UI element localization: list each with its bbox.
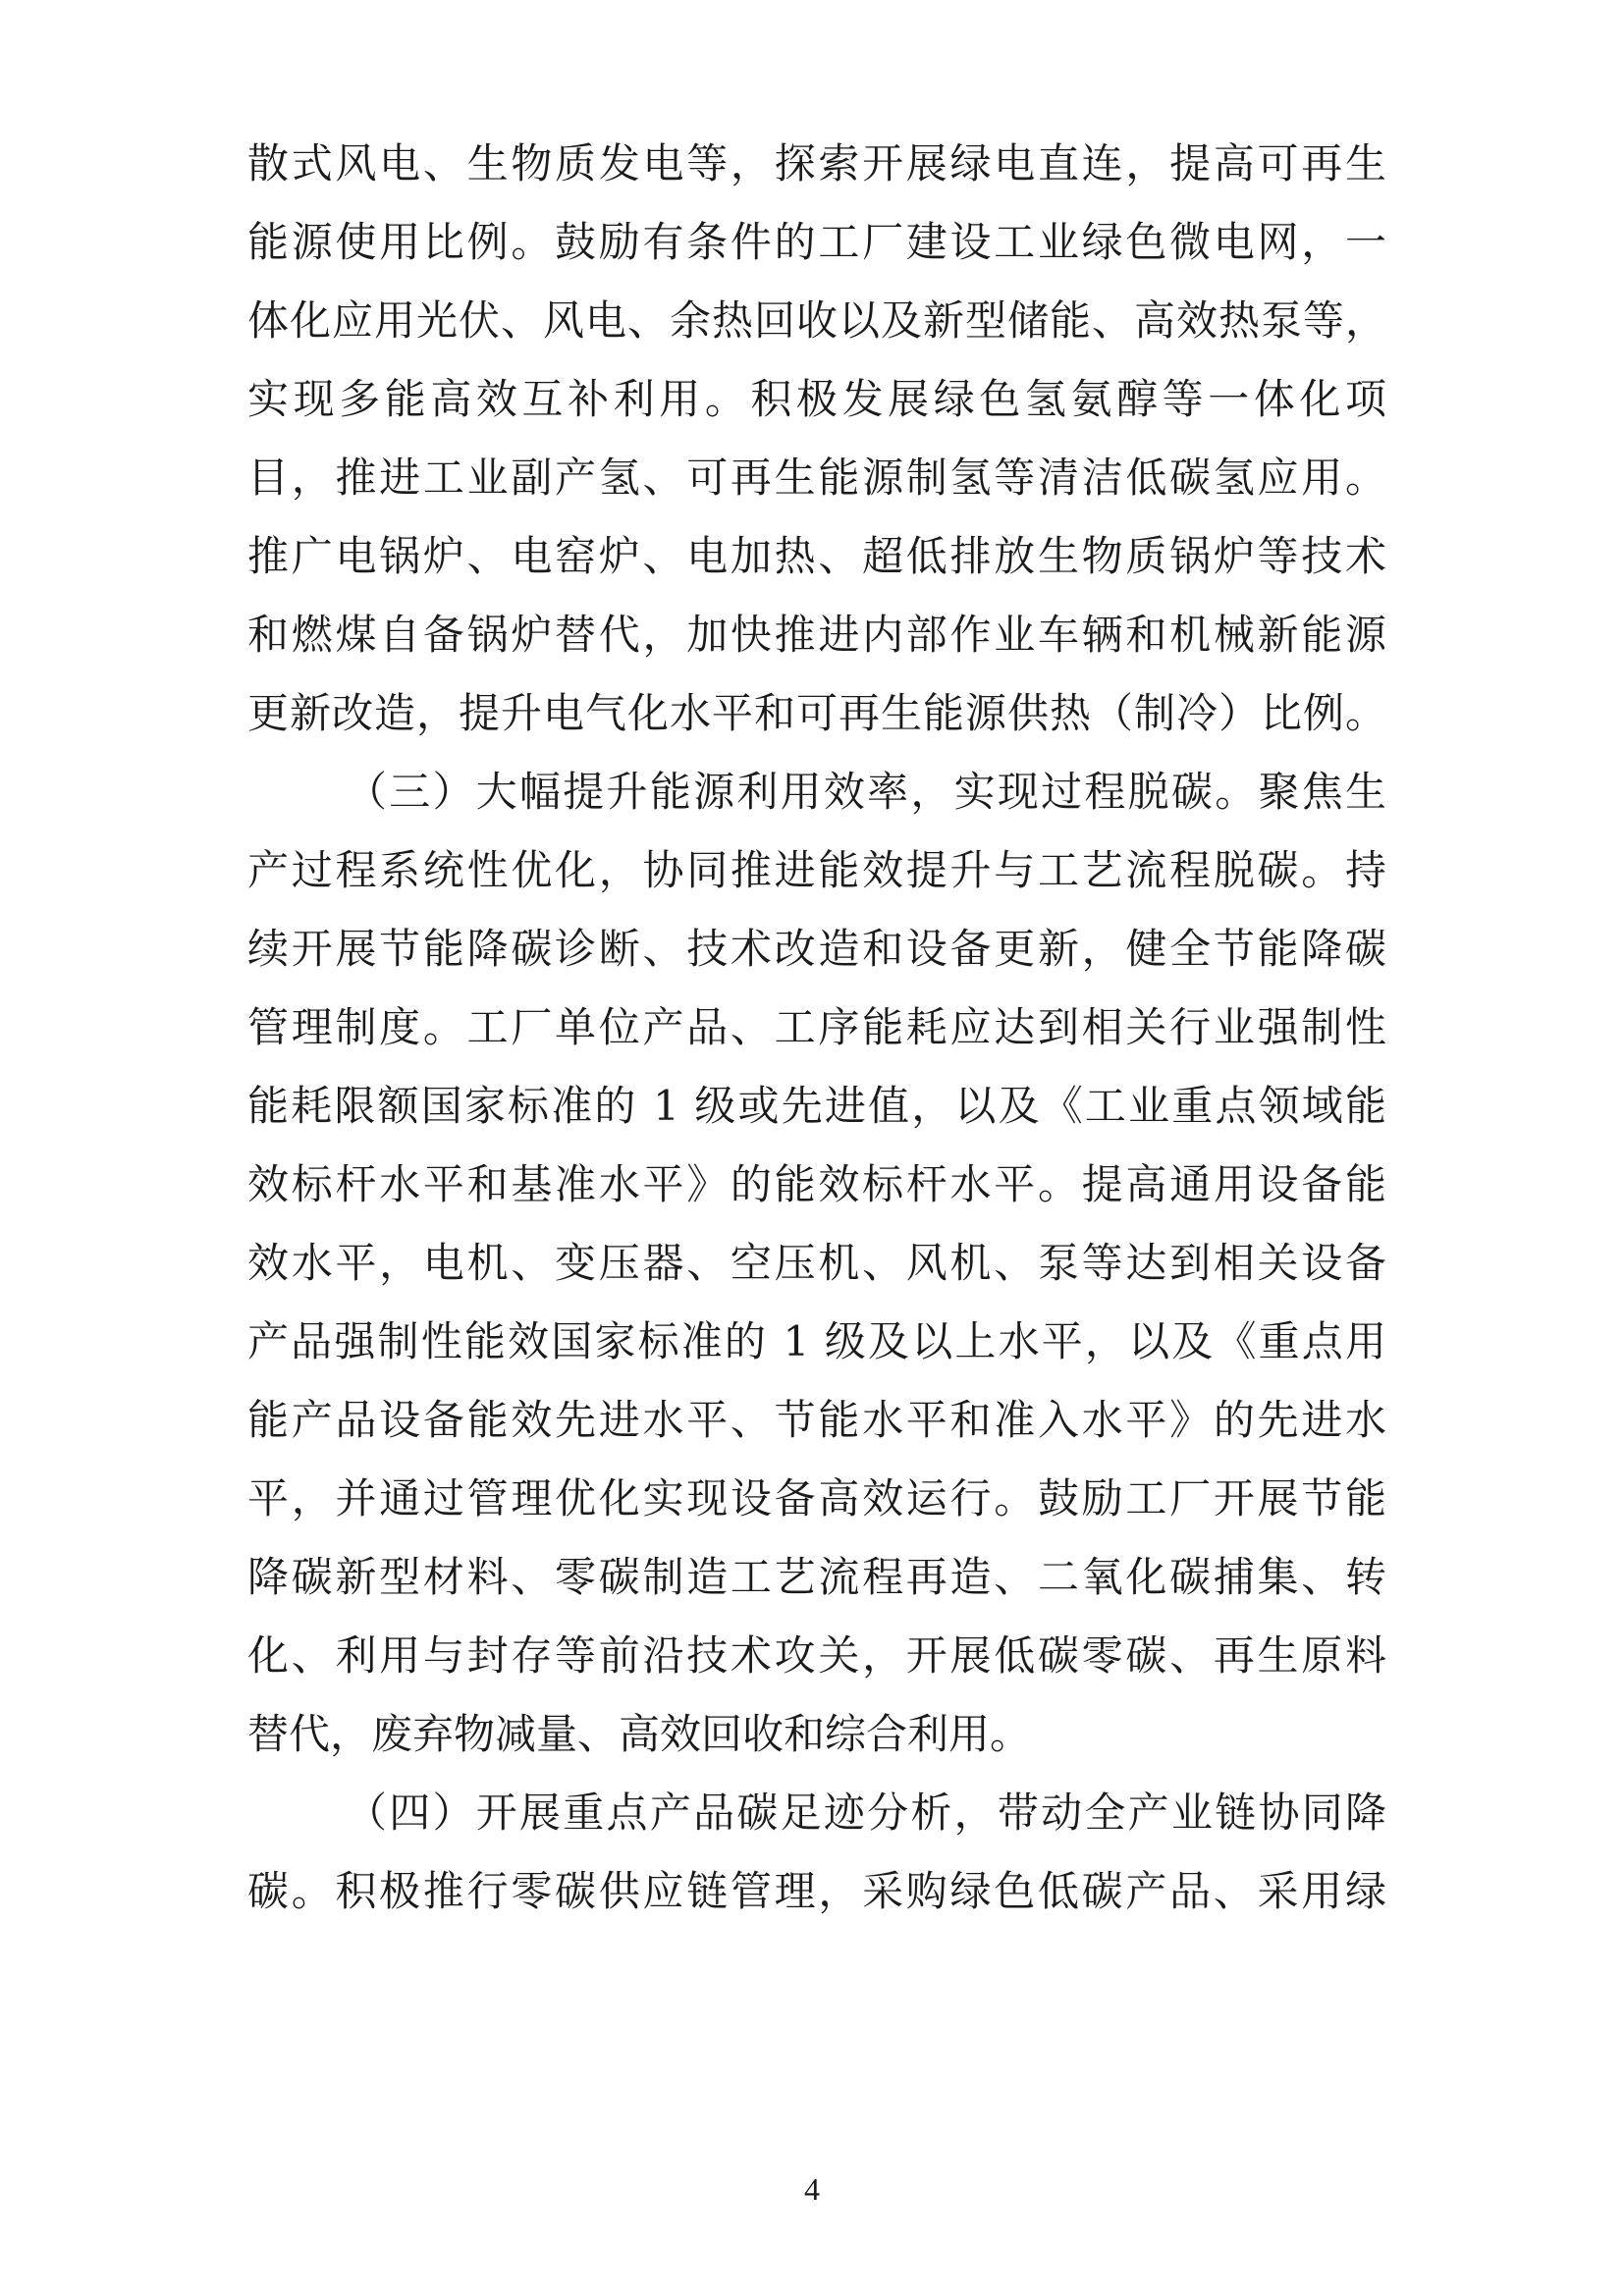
paragraph-2-line-9: 能产品设备能效先进水平、节能水平和准入水平》的先进水 (247, 1396, 1386, 1444)
paragraph-2-line-5: 能耗限额国家标准的 1 级或先进值，以及《工业重点领域能 (247, 1082, 1386, 1130)
paragraph-2-line-12: 化、利用与封存等前沿技术攻关，开展低碳零碳、再生原料 (247, 1631, 1386, 1680)
paragraph-2-line-6: 效标杆水平和基准水平》的能效标杆水平。提高通用设备能 (247, 1160, 1386, 1208)
paragraph-1-line-5: 目，推进工业副产氢、可再生能源制氢等清洁低碳氢应用。 (247, 454, 1386, 502)
paragraph-1-line-4: 实现多能高效互补利用。积极发展绿色氢氨醇等一体化项 (247, 375, 1386, 423)
page-number: 4 (804, 2171, 820, 2207)
paragraph-2-line-4: 管理制度。工厂单位产品、工序能耗应达到相关行业强制性 (247, 1003, 1386, 1051)
paragraph-2-line-10: 平，并通过管理优化实现设备高效运行。鼓励工厂开展节能 (247, 1474, 1386, 1522)
paragraph-2-line-3: 续开展节能降碳诊断、技术改造和设备更新，健全节能降碳 (247, 925, 1386, 973)
paragraph-3-line-2: 碳。积极推行零碳供应链管理，采购绿色低碳产品、采用绿 (247, 1867, 1386, 1915)
paragraph-1-line-2: 能源使用比例。鼓励有条件的工厂建设工业绿色微电网，一 (247, 218, 1386, 266)
paragraph-1-line-1: 散式风电、生物质发电等，探索开展绿电直连，提高可再生 (247, 139, 1386, 187)
paragraph-1-line-3: 体化应用光伏、风电、余热回收以及新型储能、高效热泵等， (247, 296, 1386, 345)
paragraph-1-line-8: 更新改造，提升电气化水平和可再生能源供热（制冷）比例。 (247, 689, 1386, 737)
paragraph-2-line-8: 产品强制性能效国家标准的 1 级及以上水平，以及《重点用 (247, 1317, 1386, 1365)
paragraph-1-line-7: 和燃煤自备锅炉替代，加快推进内部作业车辆和机械新能源 (247, 611, 1386, 659)
paragraph-2-line-7: 效水平，电机、变压器、空压机、风机、泵等达到相关设备 (247, 1239, 1386, 1287)
paragraph-2-line-13: 替代，废弃物减量、高效回收和综合利用。 (247, 1710, 1032, 1758)
paragraph-2-line-11: 降碳新型材料、零碳制造工艺流程再造、二氧化碳捕集、转 (247, 1553, 1386, 1601)
paragraph-2-line-2: 产过程系统性优化，协同推进能效提升与工艺流程脱碳。持 (247, 846, 1386, 894)
paragraph-2-line-1: （三）大幅提升能源利用效率，实现过程脱碳。聚焦生 (346, 768, 1386, 816)
paragraph-1-line-6: 推广电锅炉、电窑炉、电加热、超低排放生物质锅炉等技术 (247, 532, 1386, 580)
paragraph-3-line-1: （四）开展重点产品碳足迹分析，带动全产业链协同降 (346, 1789, 1386, 1837)
